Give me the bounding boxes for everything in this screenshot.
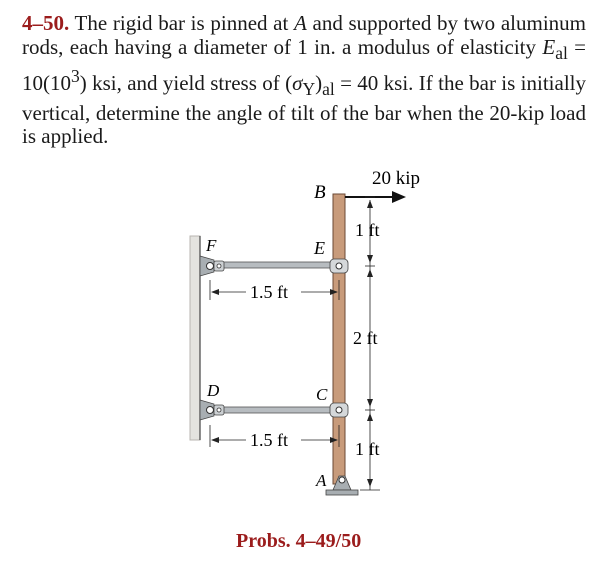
text-1: The rigid bar is pinned at [69, 11, 295, 35]
rod-fe [220, 262, 334, 268]
text-4: ) ksi, and yield stress of ( [79, 71, 293, 96]
pin-d [200, 400, 224, 420]
wall-support [190, 236, 200, 440]
point-b-label: B [314, 182, 326, 203]
pin-f [200, 256, 224, 276]
dim-bottom-rod-label: 1.5 ft [250, 430, 288, 450]
problem-number: 4–50. [22, 11, 70, 35]
pin-support-a [326, 476, 358, 495]
dim-1ft-bottom-label: 1 ft [355, 439, 380, 459]
dim-top-rod-label: 1.5 ft [250, 282, 288, 302]
point-a-italic: A [294, 11, 307, 35]
text-3: = 10(10 [22, 34, 587, 96]
text-5: ) [315, 71, 323, 96]
modulus-subscript: al [555, 42, 568, 63]
modulus-symbol: E [542, 34, 556, 59]
pin-e [330, 259, 348, 273]
dim-1ft-top-label: 1 ft [355, 220, 380, 240]
al-subscript: al [322, 79, 335, 100]
dim-2ft-label: 2 ft [353, 328, 378, 348]
rod-dc [220, 407, 334, 413]
yield-subscript: Y [302, 79, 316, 100]
text-6: = 40 ksi. If the bar is initially vertical, determine the angle of tilt of the bar when the 20-kip load is applied. [22, 71, 586, 149]
point-a-label: A [316, 471, 327, 490]
point-f-label: F [206, 236, 217, 255]
sigma-symbol: σ [292, 71, 303, 96]
figure-caption: Probs. 4–49/50 [236, 530, 362, 552]
horizontal-dim-arrowheads [211, 289, 338, 443]
exponent: 3 [71, 66, 80, 87]
text-2: and supported by two aluminum rods, each having a diameter of 1 in. a modulus of elasticity [22, 11, 586, 59]
load-label: 20 kip [372, 168, 421, 189]
horizontal-dimensions [210, 280, 339, 447]
point-e-label: E [314, 238, 325, 258]
point-d-label: D [207, 381, 220, 400]
load-arrow-head [392, 191, 406, 203]
point-c-label: C [316, 385, 328, 404]
pin-c [330, 403, 348, 417]
